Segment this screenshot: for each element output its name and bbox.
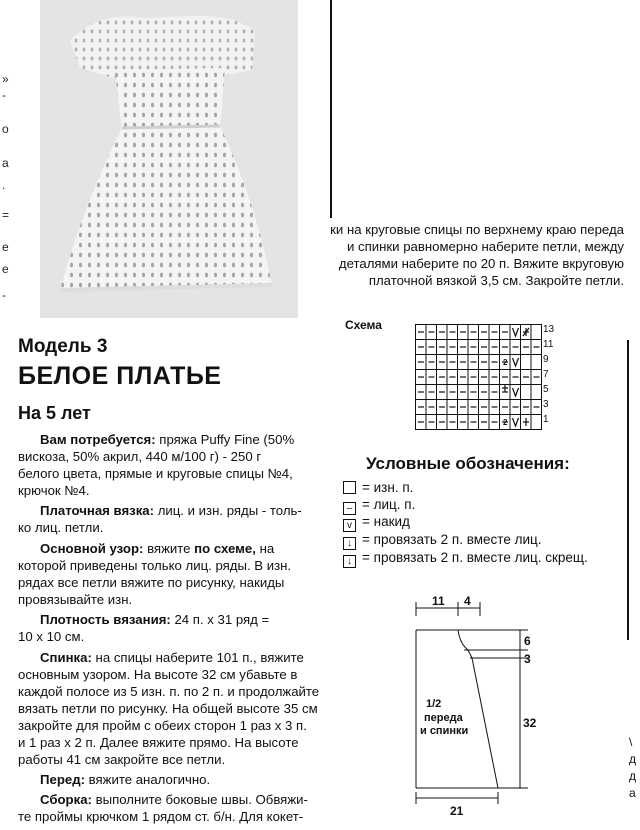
back-line: работы 41 см закройте все петли.	[18, 752, 226, 767]
garter-label: Платочная вязка:	[40, 503, 155, 518]
garter-line: Платочная вязка: лиц. и изн. ряды - толь-	[40, 503, 302, 518]
page-title: БЕЛОЕ ПЛАТЬЕ	[18, 362, 222, 390]
pattern-line: провязывайте изн.	[18, 592, 133, 607]
back-label: Спинка:	[40, 650, 92, 665]
margin-char: .	[2, 178, 6, 192]
margin-char: -	[2, 288, 6, 302]
diagram-fraction: 1/2	[426, 698, 442, 710]
stitch-chart	[415, 324, 565, 441]
arrow-right-square-icon: ↓	[343, 537, 356, 550]
row-number: 9	[543, 354, 549, 365]
edge-char: а	[629, 786, 636, 800]
materials-line: белого цвета, прямые и круговые спицы №4,	[18, 466, 293, 481]
materials-label: Вам потребуется:	[40, 432, 156, 447]
edge-char: \	[629, 735, 633, 749]
margin-char: а	[2, 156, 9, 170]
margin-char: о	[2, 122, 9, 136]
empty-square-icon	[343, 481, 356, 494]
row-number: 11	[543, 339, 554, 350]
assembly-label: Сборка:	[40, 792, 92, 807]
dim-top-right: 4	[464, 594, 471, 608]
v-square-icon: v	[343, 519, 356, 532]
pattern-line: рядах все петли вяжите по рисунку, накиды	[18, 575, 285, 590]
svg-text:2: 2	[503, 418, 508, 427]
materials-line: крючок №4.	[18, 483, 90, 498]
back-line: и 1 раз х 2 п. Далее вяжите прямо. На высоте	[18, 735, 299, 750]
legend-item: ↓ = провязать 2 п. вместе лиц. скрещ.	[343, 550, 588, 568]
back-line: каждой полосе из 5 изн. п. по 2 п. и продолжайте	[18, 684, 320, 699]
materials-line: Вам потребуется: пряжа Puffy Fine (50%	[40, 432, 295, 447]
continuation-line: и спинки равномерно наберите петли, между	[346, 239, 624, 254]
model-label: Модель 3	[18, 336, 108, 357]
pattern-line: Основной узор: вяжите по схеме, на	[40, 541, 275, 556]
diagram-label-line2: и спинки	[420, 725, 469, 737]
svg-text:2: 2	[503, 358, 508, 367]
column-rule	[330, 0, 332, 218]
gauge-label: Плотность вязания:	[40, 612, 171, 627]
right-edge-rule	[627, 340, 629, 640]
row-number: 1	[543, 414, 549, 425]
gauge-line: Плотность вязания: 24 п. х 31 ряд =	[40, 612, 270, 627]
continuation-line: деталями наберите по 20 п. Вяжите вкруговую	[338, 256, 624, 271]
edge-char: д	[629, 769, 637, 783]
edge-char: д	[629, 752, 637, 766]
margin-char: -	[2, 88, 6, 102]
pattern-label: Основной узор:	[40, 541, 144, 556]
dim-height: 32	[523, 716, 537, 730]
dim-right-1: 6	[524, 634, 531, 648]
diagram-label-line1: переда	[424, 712, 463, 724]
margin-char: е	[2, 240, 9, 254]
dress-photo	[40, 0, 298, 318]
back-line: закройте для пройм с обеих сторон 1 раз х 3 п.	[18, 718, 307, 733]
dim-top-left: 11	[432, 594, 445, 608]
continuation-line: ки на круговые спицы по верхнему краю переда	[330, 222, 624, 237]
back-line: основным узором. На высоте 32 см убавьте в	[18, 667, 298, 682]
assembly-line: те проймы крючком 1 рядом ст. б/н. Для кокет-	[18, 809, 304, 824]
legend-item: – = лиц. п.	[343, 497, 415, 515]
legend-item: v = накид	[343, 514, 410, 532]
age-subtitle: На 5 лет	[18, 403, 91, 423]
row-number: 5	[543, 384, 549, 395]
continuation-line: платочной вязкой 3,5 см. Закройте петли.	[368, 273, 624, 288]
row-number: 13	[543, 324, 555, 335]
row-number: 3	[543, 399, 549, 410]
front-line: Перед: вяжите аналогично.	[40, 772, 211, 787]
assembly-line: Сборка: выполните боковые швы. Обвяжи-	[40, 792, 308, 807]
materials-line: вискоза, 50% акрил, 440 м/100 г) - 250 г	[18, 449, 262, 464]
pattern-line: которой приведены только лиц. ряды. В изн.	[18, 558, 292, 573]
legend-item: = изн. п.	[343, 480, 413, 495]
arrow-left-square-icon: ↓	[343, 555, 356, 568]
row-number: 7	[543, 369, 549, 380]
front-label: Перед:	[40, 772, 85, 787]
garter-line: ко лиц. петли.	[18, 520, 104, 535]
dim-right-2: 3	[524, 652, 531, 666]
margin-char: е	[2, 262, 9, 276]
back-line: Спинка: на спицы наберите 101 п., вяжите	[40, 650, 304, 665]
gauge-line: 10 х 10 см.	[18, 629, 85, 644]
legend-item: ↓ = провязать 2 п. вместе лиц.	[343, 532, 541, 550]
dim-bottom: 21	[450, 804, 464, 818]
pattern-diagram	[408, 594, 540, 821]
line-square-icon: –	[343, 502, 356, 515]
legend-title: Условные обозначения:	[366, 454, 570, 473]
margin-char: »	[2, 72, 9, 86]
margin-char: =	[2, 208, 10, 222]
schema-label: Схема	[345, 318, 382, 332]
back-line: вязать петли по рисунку. На общей высоте 35 см	[18, 701, 318, 716]
